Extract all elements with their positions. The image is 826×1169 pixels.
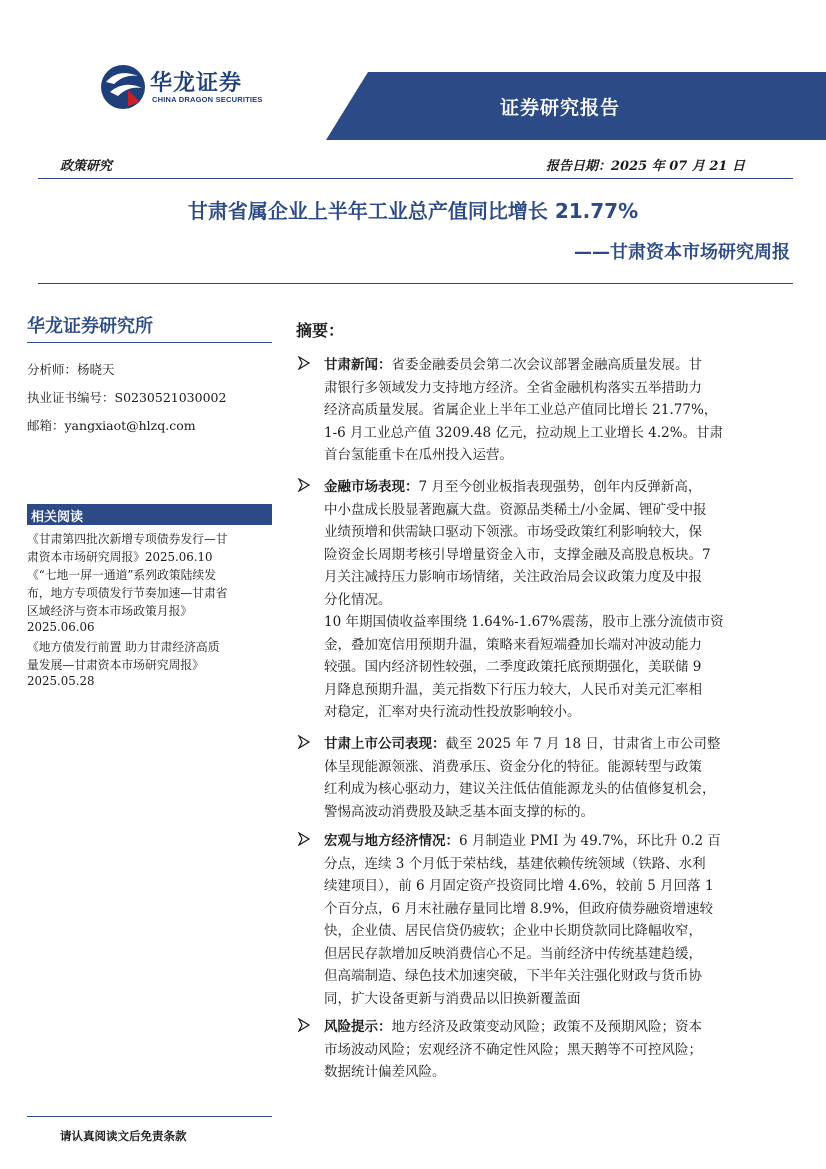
bullet-lead: 甘肃新闻：: [324, 357, 392, 373]
summary-line: [324, 942, 702, 962]
bullet-text: 险资金长周期考核引导增量资金入市，支撑金融及高股息板块。7: [324, 546, 711, 563]
bullet-lead: 金融市场表现：: [324, 479, 419, 495]
bullet-text: 截至 2025 年 7 月 18 日，甘肃省上市公司整: [445, 736, 721, 752]
divider: [38, 283, 793, 284]
banner-label: 证券研究报告: [499, 97, 620, 119]
bullet-lead: 甘肃上市公司表现：: [324, 736, 446, 752]
summary-line: [324, 1060, 446, 1080]
bullet-text: 同，扩大设备更新与消费品以旧换新覆盖面: [324, 990, 581, 1007]
summary-line: [324, 1015, 702, 1035]
related-item[interactable]: 布，地方专项债发行节奏加速—甘肃省: [27, 586, 228, 600]
bullet-text: 6 月制造业 PMI 为 49.7%，环比升 0.2 百: [459, 833, 721, 849]
logo-text-cn: 华龙证券: [150, 71, 243, 96]
bullet-lead: 宏观与地方经济情况：: [324, 833, 459, 849]
report-category: 政策研究: [60, 159, 113, 174]
bullet-text: 经济高质量发展。省属企业上半年工业总产值同比增长 21.77%，: [324, 402, 718, 418]
bullet-text: 较强。国内经济韧性较强，二季度政策托底预期强化，美联储 9: [324, 659, 702, 675]
analyst-name: 分析师：杨晓天: [27, 362, 115, 377]
summary-heading: 摘要：: [296, 321, 345, 340]
summary-line: [324, 777, 716, 797]
bullet-text: 但居民存款增加反映消费信心不足。当前经济中传统基建趋缓，: [324, 945, 702, 962]
related-item[interactable]: 2025.06.06: [27, 620, 95, 634]
bullet-text: 月降息预期升温，美元指数下行压力较大，人民币对美元汇率相: [324, 681, 702, 698]
bullet-text: 金，叠加宽信用预期升温，策略来看短端叠加长端对冲波动能力: [324, 636, 702, 653]
summary-line: [324, 655, 701, 675]
arrow-bullet-icon: [297, 356, 311, 370]
bullet-text: 中小盘成长股显著跑赢大盘。资源品类稀土/小金属、锂矿受中报: [324, 501, 707, 518]
summary-line: [324, 755, 702, 775]
bullet-text: 数据统计偏差风险。: [324, 1064, 446, 1080]
summary-line: [324, 565, 702, 585]
summary-line: [324, 588, 392, 608]
bullet-text: 分化情况。: [324, 591, 392, 608]
institute-name: 华龙证券研究所: [27, 316, 153, 337]
summary-line: [324, 376, 702, 396]
divider: [38, 178, 793, 179]
bullet-text: 体呈现能源领涨、消费承压、资金分化的特征。能源转型与政策: [324, 758, 702, 775]
arrow-bullet-icon: [297, 832, 311, 846]
bullet-text: 省委金融委员会第二次会议部署金融高质量发展。甘: [391, 357, 702, 373]
arrow-bullet-icon: [297, 478, 311, 492]
bullet-text: 月关注减持压力影响市场情绪，关注政治局会议政策力度及中报: [324, 569, 702, 585]
divider: [27, 1116, 272, 1117]
summary-line: [324, 543, 711, 563]
bullet-lead: 风险提示：: [324, 1019, 392, 1035]
report-date: 报告日期：2025 年 07 月 21 日: [546, 159, 745, 174]
bullet-text: 7 月至今创业板指表现强势，创年内反弹新高，: [418, 479, 702, 495]
bullet-text: 市场波动风险；宏观经济不确定性风险；黑天鹅等不可控风险；: [324, 1041, 702, 1058]
summary-line: [324, 398, 717, 418]
bullet-text: 红利成为核心驱动力，建议关注低估值能源龙头的估值修复机会，: [324, 781, 716, 797]
summary-line: [324, 919, 702, 939]
summary-line: [324, 852, 706, 872]
summary-line: [324, 421, 723, 441]
summary-line: [324, 353, 702, 373]
related-item[interactable]: 肃资本市场研究周报》2025.06.10: [27, 550, 213, 564]
bullet-text: 个百分点，6 月末社融存量同比增 8.9%，但政府债券融资增速较: [324, 900, 713, 917]
summary-line: [324, 475, 701, 495]
bullet-text: 首台氢能重卡在瓜州投入运营。: [324, 447, 513, 463]
bullet-text: 分点，连续 3 个月低于荣枯线，基建依赖传统领域（铁路、水利: [324, 855, 706, 872]
summary-line: [324, 829, 721, 849]
related-item[interactable]: 《地方债发行前置 助力甘肃经济高质: [27, 640, 220, 654]
related-item[interactable]: 《甘肃第四批次新增专项债券发行—甘: [27, 532, 228, 546]
related-item[interactable]: 《“七地一屏一通道”系列政策陆续发: [27, 568, 217, 582]
arrow-bullet-icon: [297, 735, 311, 749]
summary-line: [324, 897, 713, 917]
bullet-text: 快，企业债、居民信贷仍疲软；企业中长期贷款同比降幅收窄，: [324, 923, 702, 939]
page-title: 甘肃省属企业上半年工业总产值同比增长 21.77%: [187, 199, 639, 223]
bullet-text: 续建项目），前 6 月固定资产投资同比增 4.6%，较前 5 月回落 1: [324, 878, 714, 894]
certificate-number: 执业证书编号：S0230521030002: [27, 390, 227, 405]
summary-line: [324, 443, 513, 463]
page-subtitle: ——甘肃资本市场研究周报: [574, 242, 790, 263]
summary-line: [324, 1038, 702, 1058]
divider: [27, 342, 272, 343]
bullet-text: 警惕高波动消费股及缺乏基本面支撑的标的。: [324, 803, 594, 820]
bullet-text: 但高端制造、绿色技术加速突破，下半年关注强化财政与货币协: [324, 968, 702, 984]
bullet-text: 10 年期国债收益率围绕 1.64%-1.67%震荡，股市上涨分流债市资: [324, 614, 724, 630]
summary-line: [324, 732, 720, 752]
bullet-text: 对稳定，汇率对央行流动性投放影响较小。: [324, 704, 581, 720]
summary-line: [324, 964, 702, 984]
bullet-text: 地方经济及政策变动风险；政策不及预期风险；资本: [391, 1019, 702, 1035]
summary-line: [324, 633, 702, 653]
related-item[interactable]: 量发展—甘肃资本市场研究周报》: [27, 658, 204, 672]
summary-line: [324, 610, 724, 630]
bullet-text: 业绩预增和供需缺口驱动下领涨。市场受政策红利影响较大，保: [324, 524, 702, 540]
bullet-text: 肃银行多领域发力支持地方经济。全省金融机构落实五举措助力: [324, 379, 702, 396]
summary-line: [324, 987, 581, 1007]
summary-line: [324, 498, 707, 518]
summary-line: [324, 700, 581, 720]
arrow-bullet-icon: [297, 1018, 311, 1032]
logo-text-en: CHINA DRAGON SECURITIES: [152, 95, 263, 104]
summary-line: [324, 800, 594, 820]
summary-line: [324, 678, 702, 698]
bullet-text: 1-6 月工业总产值 3209.48 亿元，拉动规上工业增长 4.2%。甘肃: [324, 424, 724, 441]
disclaimer-note: 请认真阅读文后免责条款: [60, 1129, 187, 1143]
summary-line: [324, 520, 702, 540]
related-reading-title: 相关阅读: [31, 510, 84, 525]
summary-line: [324, 874, 714, 894]
related-item[interactable]: 2025.05.28: [27, 674, 95, 688]
related-item[interactable]: 区域经济与资本市场政策月报》: [27, 604, 193, 618]
email-address: 邮箱：yangxiaot@hlzq.com: [27, 418, 196, 433]
